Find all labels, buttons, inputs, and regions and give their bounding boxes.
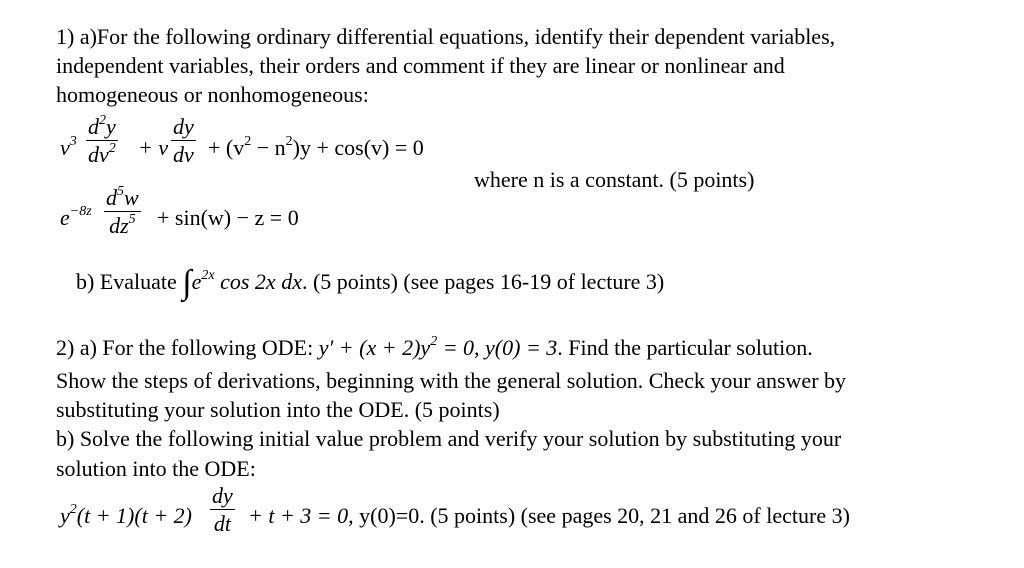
eq1-plus-v: + v bbox=[138, 135, 169, 160]
q2-b-line2: solution into the ODE: bbox=[56, 456, 256, 481]
eq1-fraction-2: dy dv bbox=[173, 114, 194, 167]
eq2-fraction: $d^5w$ $dz^5$ bbox=[106, 184, 139, 238]
eq2-rest: + sin(w) − z = 0 bbox=[157, 205, 299, 230]
eq3-lhs: $y^2(t + 1)(t + 2)$ bbox=[60, 502, 192, 528]
q1-a-line2: independent variables, their orders and comment if they are linear or nonlinear and bbox=[56, 53, 785, 78]
q1-b-line: b) Evaluate $\int e^{2x}$ cos 2x dx. (5 points) (see pages 16-19 of lecture 3) bbox=[76, 264, 665, 301]
eq1-rest: + $(v^2 - n^2)y + \cos(v) = 0$ bbox=[208, 134, 424, 160]
eq1-fraction-1: $d^2y$ $dv^2$ bbox=[88, 113, 116, 167]
q1-a-line3: homogeneous or nonhomogeneous: bbox=[56, 82, 369, 107]
q2-a-line2: Show the steps of derivations, beginning with the general solution. Check your answer by bbox=[56, 368, 847, 393]
eq3-rest: + t + 3 = 0, y(0)=0. (5 points) (see pages 20, 21 and 26 of lecture 3) bbox=[248, 503, 850, 528]
q2-b-line1: b) Solve the following initial value problem and verify your solution by substituting your bbox=[56, 426, 842, 451]
eq3-fraction: dy dt bbox=[212, 483, 233, 536]
eq2-exponential: $e^{-8z}$ bbox=[60, 204, 92, 230]
eq1-coef: $v^3$ bbox=[60, 134, 77, 160]
integral-sign-icon: ∫ bbox=[182, 264, 192, 301]
q2-a-line1: 2) a) For the following ODE: $y' + (x + 2)y^2 = 0$, y(0) = 3. Find the particular solution. bbox=[56, 334, 813, 360]
q2-a-line3: substituting your solution into the ODE. (5 points) bbox=[56, 397, 500, 422]
where-constant-text: where n is a constant. (5 points) bbox=[474, 167, 755, 192]
q1-a-line1: 1) a)For the following ordinary differential equations, identify their dependent variables, bbox=[56, 24, 836, 49]
